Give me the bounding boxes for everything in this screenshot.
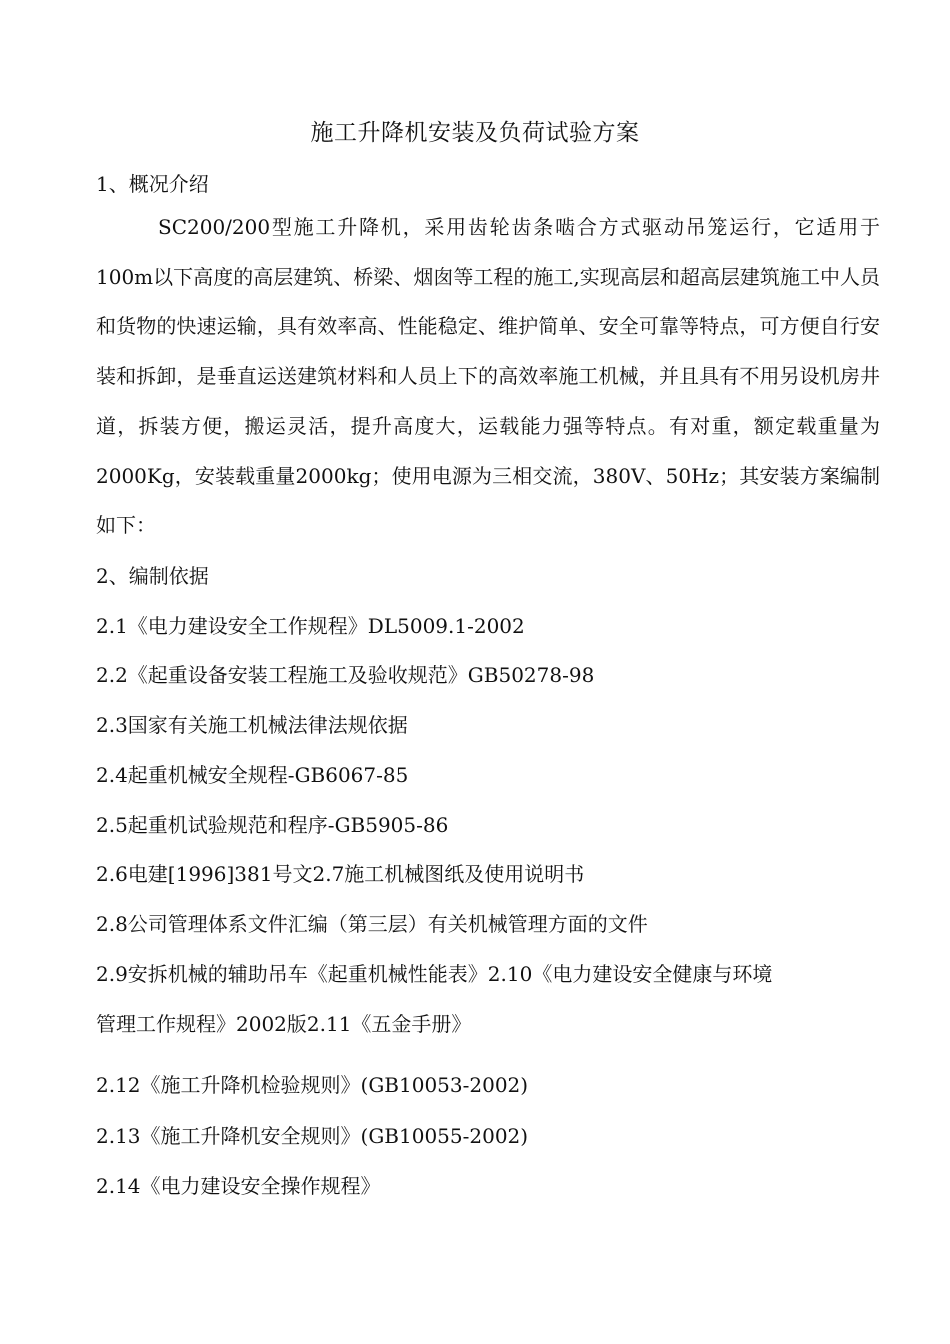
document-title: 施工升降机安装及负荷试验方案	[310, 120, 640, 146]
basis-item: 2.8公司管理体系文件汇编（第三层）有关机械管理方面的文件	[96, 912, 648, 936]
basis-item: 管理工作规程》2002版2.11《五金手册》	[96, 1012, 472, 1036]
basis-item: 2.6电建[1996]381号文2.7施工机械图纸及使用说明书	[96, 862, 585, 886]
section-heading-basis: 2、编制依据	[96, 564, 209, 588]
basis-item: 2.9安拆机械的辅助吊车《起重机械性能表》2.10《电力建设安全健康与环境	[96, 962, 773, 986]
basis-item: 2.3国家有关施工机械法律法规依据	[96, 713, 408, 737]
basis-item: 2.14《电力建设安全操作规程》	[96, 1174, 381, 1198]
basis-item: 2.13《施工升降机安全规则》(GB10055-2002)	[96, 1124, 529, 1148]
section-heading-overview: 1、概况介绍	[96, 172, 209, 196]
basis-item: 2.1《电力建设安全工作规程》DL5009.1-2002	[96, 614, 525, 638]
basis-item: 2.12《施工升降机检验规则》(GB10053-2002)	[96, 1073, 529, 1097]
basis-item: 2.5起重机试验规范和程序-GB5905-86	[96, 813, 449, 837]
basis-item: 2.4起重机械安全规程-GB6067-85	[96, 763, 409, 787]
basis-item: 2.2《起重设备安装工程施工及验收规范》GB50278-98	[96, 663, 595, 687]
overview-paragraph: SC200/200型施工升降机，采用齿轮齿条啮合方式驱动吊笼运行，它适用于100m以下高度的高层建筑、桥梁、烟囱等工程的施工,实现高层和超高层建筑施工中人员和货物的快速运输，具有效率高、性能稳定、维护简单、安全可靠等特点，可方便自行安装和拆卸，是垂直运送建筑材料和人员上下的高效率施工机械，并且具有不用另设机房井道，拆装方便，搬运灵活，提升高度大，运载能力强等特点。有对重，额定载重量为2000Kg，安装载重量2000kg；使用电源为三相交流，380V、50Hz；其安装方案编制如下：	[96, 215, 880, 538]
